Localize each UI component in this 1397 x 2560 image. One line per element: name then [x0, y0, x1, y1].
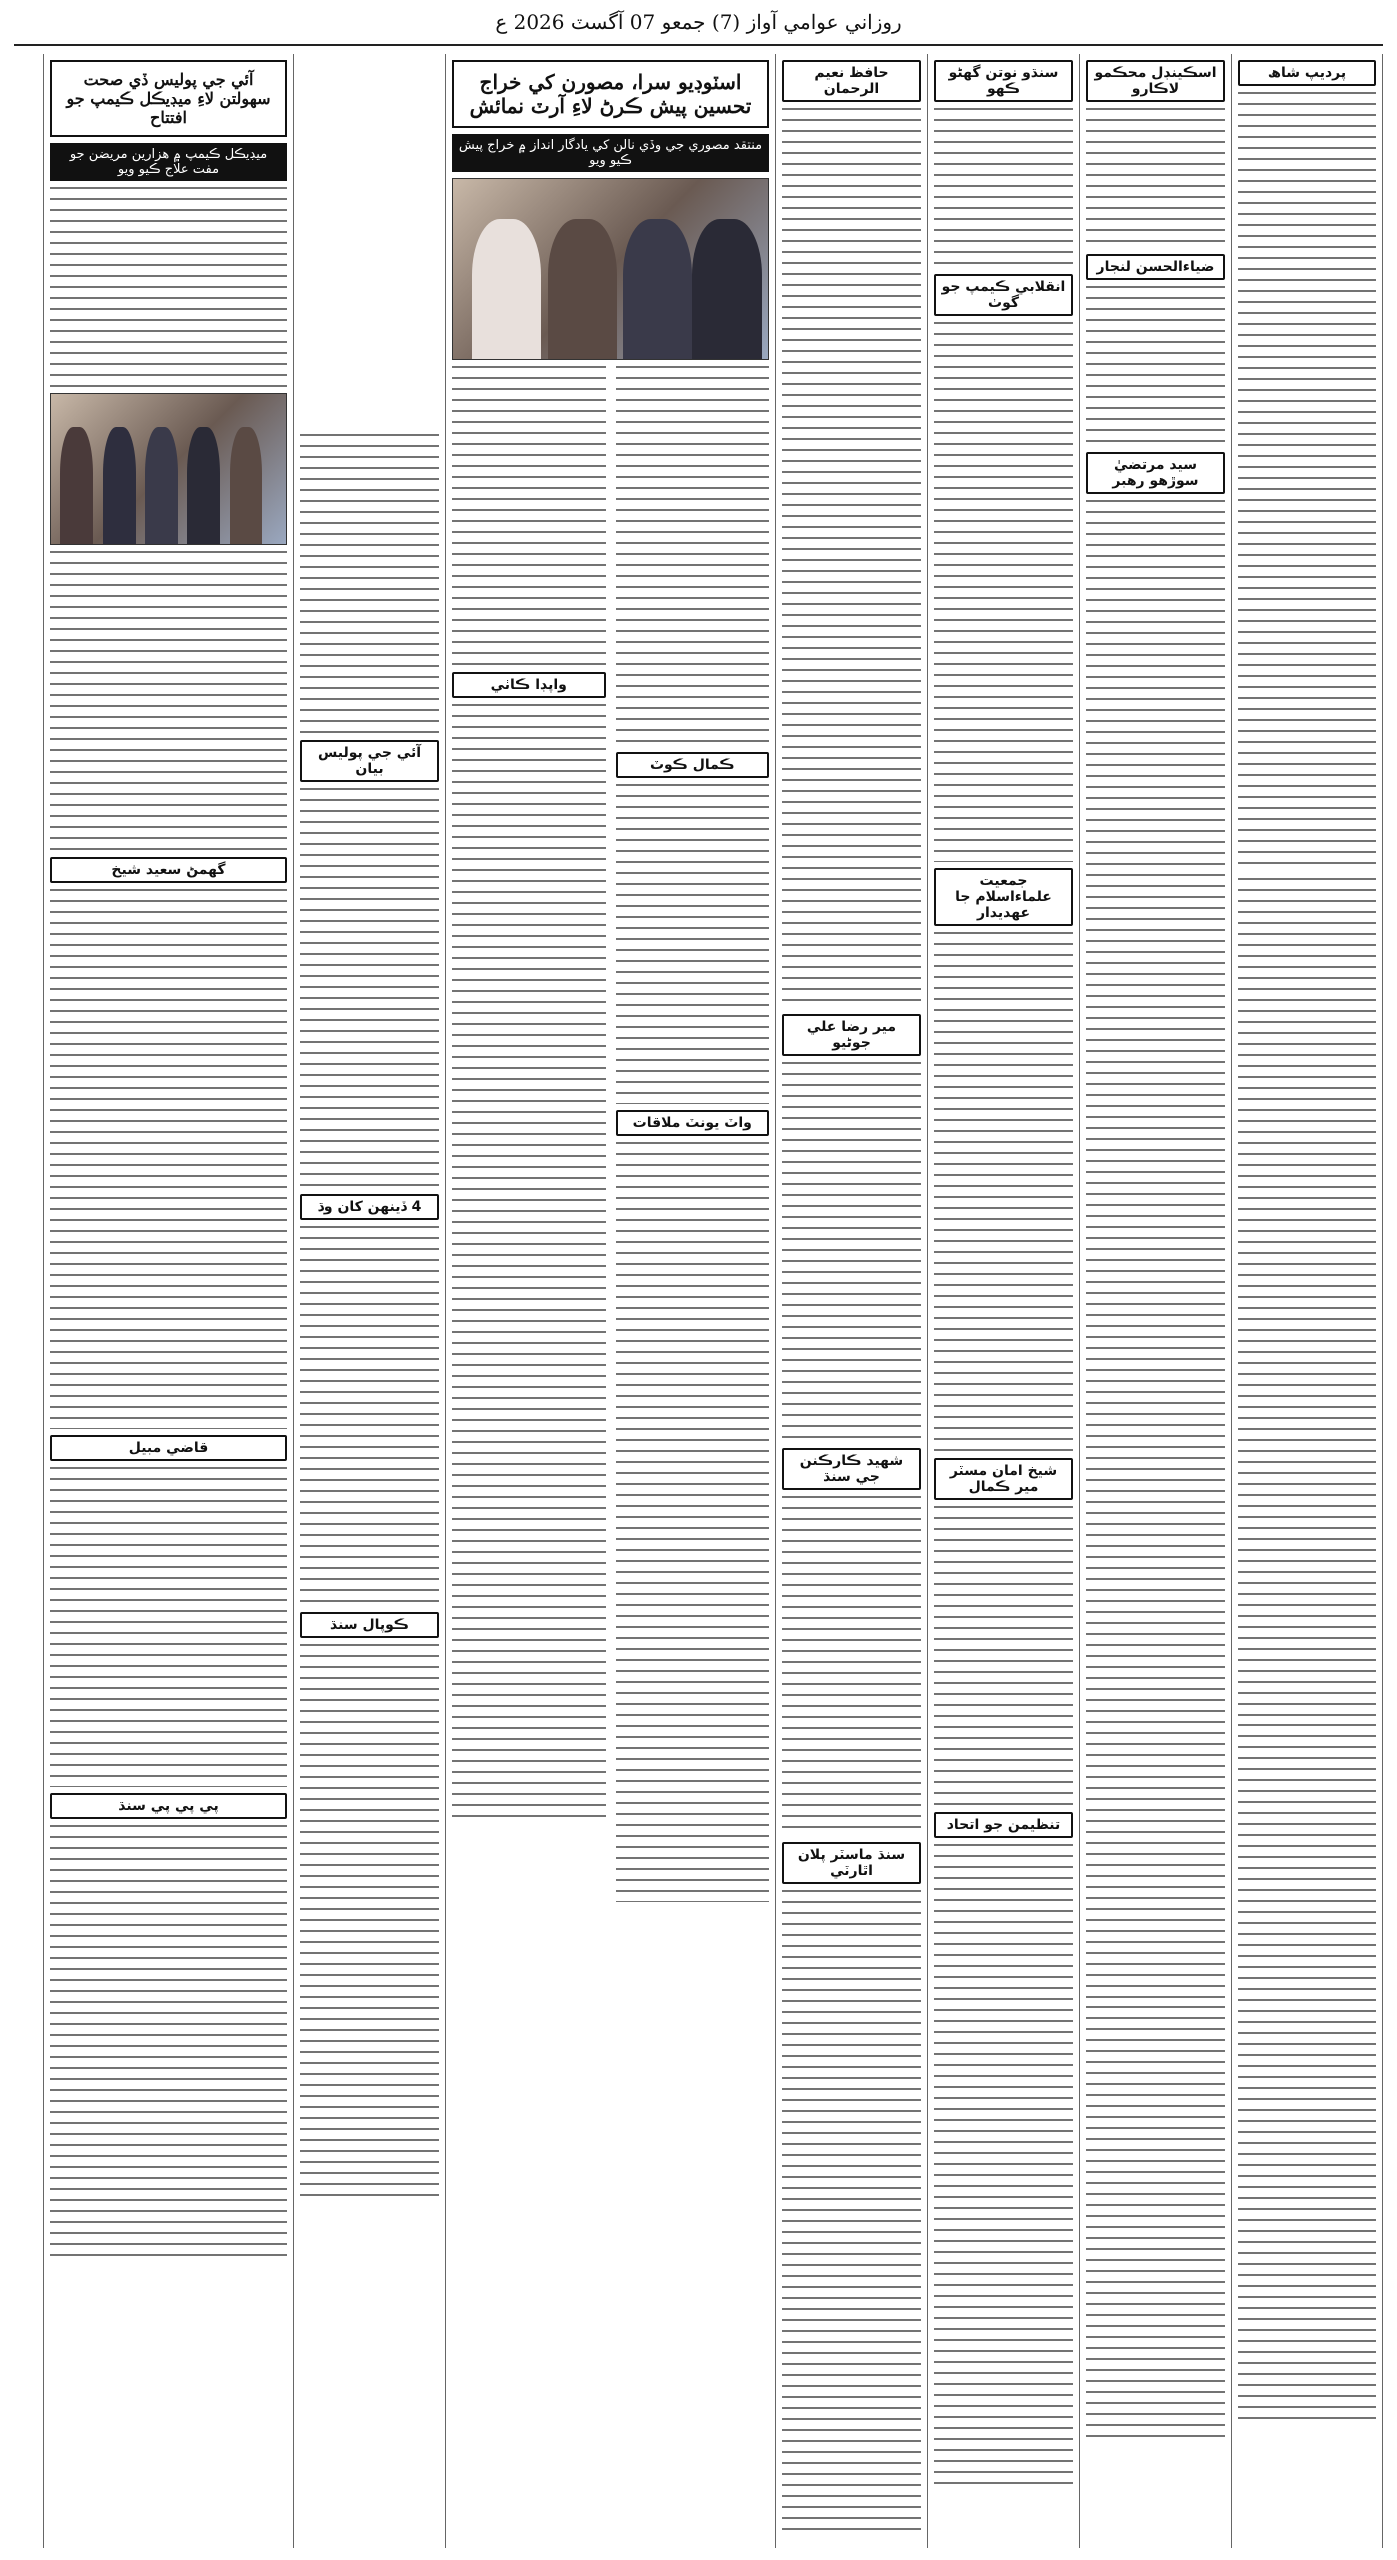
column-4-header-2: مير رضا علي جوڻيو — [782, 1014, 921, 1056]
article-text — [1238, 878, 1376, 1718]
column-7-header-2: گھمڻ سعيد شيخ — [50, 857, 287, 883]
column-2 — [1079, 54, 1231, 2548]
masthead — [14, 0, 1383, 46]
article-text — [1086, 2006, 1225, 2446]
article-text — [1238, 92, 1376, 872]
article-text — [300, 434, 439, 734]
feature-title-right: اسٽوڊيو سرا، مصورن کي خراج تحسين پيش ڪرڻ لاءِ آرٽ نمائش — [452, 60, 769, 128]
article-text — [934, 932, 1073, 1452]
article-text — [50, 551, 287, 851]
column-3-header-4: شيخ امان مسٽر مير ڪمال — [934, 1458, 1073, 1500]
article-text — [934, 108, 1073, 268]
article-text — [934, 1844, 1073, 2484]
masthead-text: روزاني عوامي آواز (7) جمعو 07 آگسٽ 2026 ع — [495, 10, 902, 34]
article-text — [934, 1506, 1073, 1806]
column-4-header-4: سنڌ ماسٽر پلان اٿارٽي — [782, 1842, 921, 1884]
column-7-header-4: پي پي پي سنڌ — [50, 1793, 287, 1819]
article-text — [782, 1496, 921, 1836]
column-3-header-5: تنظيمن جو اتحاد — [934, 1812, 1073, 1838]
column-4-header-3: شهيد ڪارڪنن جي سنڌ — [782, 1448, 921, 1490]
article-text — [934, 322, 1073, 862]
column-2-header-2: ضياءالحسن لنجار — [1086, 254, 1225, 280]
column-7 — [43, 54, 293, 2548]
article-text — [50, 1825, 287, 2265]
article-text — [50, 187, 287, 387]
article-text — [782, 108, 921, 1008]
article-text — [300, 1226, 439, 1606]
column-6 — [293, 54, 445, 2548]
article-text — [782, 1890, 921, 2530]
column-4-header-1: حافظ نعيم الرحمان — [782, 60, 921, 102]
column-6-header-1: آئي جي پوليس بيان — [300, 740, 439, 782]
article-text — [1086, 108, 1225, 248]
feature-subtitle-left: ميڊيڪل ڪيمپ ۾ هزارين مريضن جو مفت علاج ڪيو ويو — [50, 143, 287, 181]
column-5-header-4: واپڊا ڪاٺي — [452, 672, 606, 698]
column-5 — [445, 54, 775, 2548]
article-text — [782, 1062, 921, 1442]
column-3-header-1: سنڌو نوتن گهڻو ڪهو — [934, 60, 1073, 102]
column-7-header-3: قاضي مبيل — [50, 1435, 287, 1461]
column-4 — [775, 54, 927, 2548]
article-text — [300, 788, 439, 1188]
column-3-header-2: انقلابي ڪيمپ جو گوٺ — [934, 274, 1073, 316]
columns-grid — [14, 54, 1383, 2548]
article-text — [1086, 500, 1225, 2000]
article-text — [616, 366, 770, 746]
article-text — [616, 784, 770, 1104]
article-text — [1238, 1724, 1376, 2424]
column-1 — [1231, 54, 1383, 2548]
feature-title-left: آئي جي پوليس ڏي صحت سهولتن لاءِ ميڊيڪل ڪيمپ جو افتتاح — [50, 60, 287, 137]
feature-subtitle-right: منتقد مصوري جي وڏي نالن کي يادگار انداز ۾ خراج پيش ڪيو ويو — [452, 134, 769, 172]
column-5-header-3: واٽ يونٽ ملاقات — [616, 1110, 770, 1136]
article-text — [452, 366, 606, 666]
column-3-header-3: جمعيت علماءاسلام جا عھديدار — [934, 868, 1073, 926]
column-6-header-3: ڪوپال سنڌ — [300, 1612, 439, 1638]
article-text — [300, 1644, 439, 2204]
article-text — [452, 704, 606, 1824]
column-1-header: پرديپ شاھ — [1238, 60, 1376, 86]
column-6-header-2: 4 ڏينهن کان وڌ — [300, 1194, 439, 1220]
column-5-header-2: ڪمال ڪوٽ — [616, 752, 770, 778]
feature-photo-left — [50, 393, 287, 545]
article-text — [616, 1142, 770, 1902]
article-text — [1086, 286, 1225, 446]
feature-photo-right — [452, 178, 769, 360]
column-2-header-3: سيد مرتضيٰ سوڙهو رهبر — [1086, 452, 1225, 494]
column-2-header-1: اسڪينڊل محڪمو لاڪارو — [1086, 60, 1225, 102]
article-text — [50, 1467, 287, 1787]
article-text — [50, 889, 287, 1429]
column-3 — [927, 54, 1079, 2548]
